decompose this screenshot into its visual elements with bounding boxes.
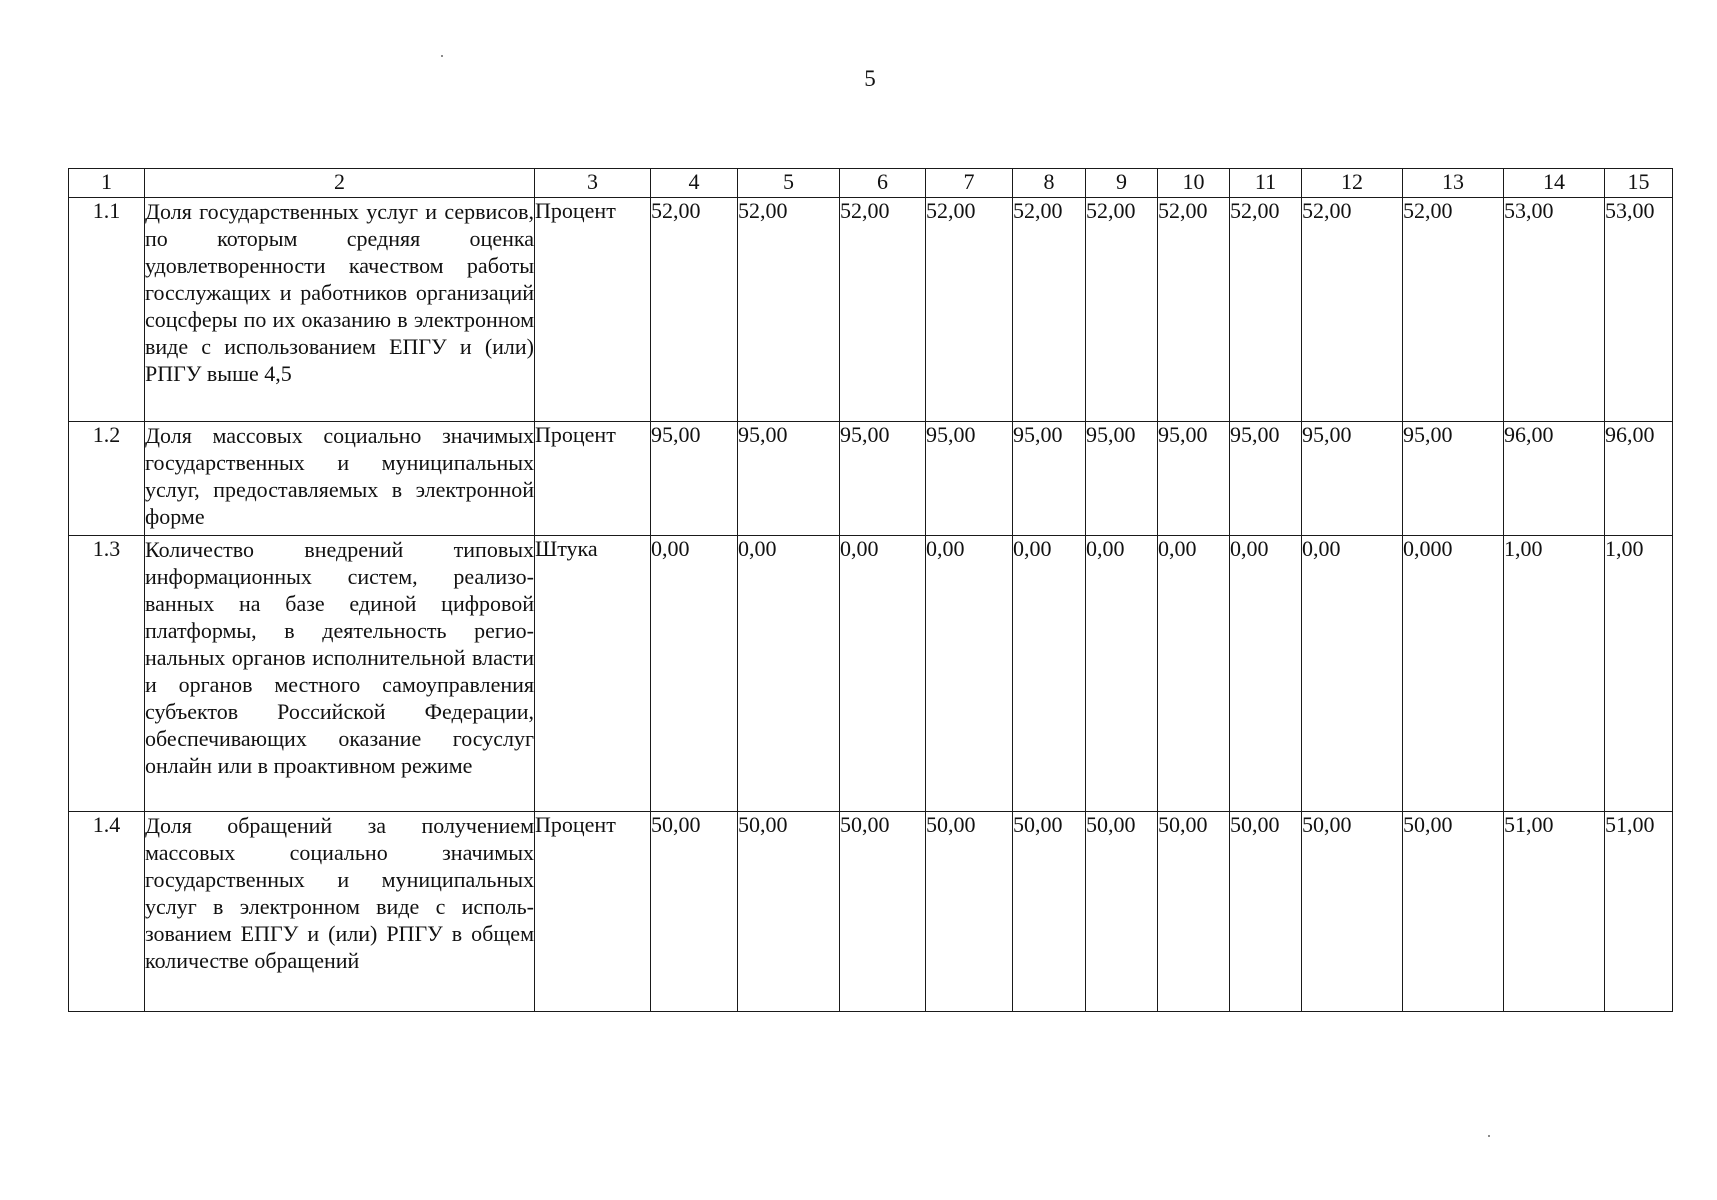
header-cell: 15 xyxy=(1605,169,1673,198)
value-cell: 0,00 xyxy=(840,536,926,812)
header-cell: 9 xyxy=(1086,169,1158,198)
value-cell: 52,00 xyxy=(926,198,1013,422)
value-cell: 95,00 xyxy=(926,422,1013,536)
value-cell: 50,00 xyxy=(651,812,738,1012)
value-cell: 53,00 xyxy=(1605,198,1673,422)
header-cell: 8 xyxy=(1013,169,1086,198)
header-cell: 14 xyxy=(1504,169,1605,198)
indicator-name: Количество внедрений типовых информационных систем, реализованных на базе единой цифровой платформы, в деятельность региональных органов исполнительной власти и органов местного самоуправления субъектов Российской Федерации, обеспечивающих оказание госуслуг онлайн или в проактивном режиме xyxy=(145,536,535,812)
value-cell: 95,00 xyxy=(1086,422,1158,536)
value-cell: 50,00 xyxy=(1230,812,1302,1012)
row-number: 1.3 xyxy=(69,536,145,812)
indicator-name: Доля государственных услуг и сервисов, по которым средняя оценка удовлетворенности качеством работы госслужащих и работников организаций соцсферы по их оказанию в электронном виде с использованием ЕПГУ и (или) РПГУ выше 4,5 xyxy=(145,198,535,422)
value-cell: 50,00 xyxy=(840,812,926,1012)
value-cell: 95,00 xyxy=(651,422,738,536)
value-cell: 50,00 xyxy=(1086,812,1158,1012)
header-cell: 7 xyxy=(926,169,1013,198)
value-cell: 0,00 xyxy=(1302,536,1403,812)
value-cell: 95,00 xyxy=(1013,422,1086,536)
value-cell: 52,00 xyxy=(1403,198,1504,422)
unit-cell: Процент xyxy=(535,198,651,422)
value-cell: 51,00 xyxy=(1504,812,1605,1012)
indicator-name: Доля массовых социально значимых государственных и муниципальных услуг, предоставляемых в электронной форме xyxy=(145,422,535,536)
value-cell: 50,00 xyxy=(1403,812,1504,1012)
value-cell: 51,00 xyxy=(1605,812,1673,1012)
indicator-name: Доля обращений за получением массовых социально значимых государственных и муниципальных услуг в электронном виде с использованием ЕПГУ и (или) РПГУ в общем количестве обращений xyxy=(145,812,535,1012)
value-cell: 96,00 xyxy=(1605,422,1673,536)
value-cell: 53,00 xyxy=(1504,198,1605,422)
scan-speck xyxy=(441,55,443,57)
unit-cell: Процент xyxy=(535,422,651,536)
value-cell: 95,00 xyxy=(1302,422,1403,536)
header-cell: 13 xyxy=(1403,169,1504,198)
header-cell: 11 xyxy=(1230,169,1302,198)
value-cell: 1,00 xyxy=(1605,536,1673,812)
table-row xyxy=(69,812,1673,1012)
value-cell: 1,00 xyxy=(1504,536,1605,812)
table-row xyxy=(69,422,1673,536)
value-cell: 0,00 xyxy=(1086,536,1158,812)
value-cell: 50,00 xyxy=(1013,812,1086,1012)
value-cell: 52,00 xyxy=(1230,198,1302,422)
value-cell: 52,00 xyxy=(1086,198,1158,422)
value-cell: 52,00 xyxy=(1302,198,1403,422)
header-cell: 3 xyxy=(535,169,651,198)
value-cell: 0,00 xyxy=(926,536,1013,812)
header-cell: 6 xyxy=(840,169,926,198)
value-cell: 95,00 xyxy=(1403,422,1504,536)
value-cell: 50,00 xyxy=(926,812,1013,1012)
value-cell: 0,00 xyxy=(651,536,738,812)
header-cell: 12 xyxy=(1302,169,1403,198)
header-row xyxy=(69,169,1673,198)
header-cell: 5 xyxy=(738,169,840,198)
unit-cell: Процент xyxy=(535,812,651,1012)
value-cell: 95,00 xyxy=(1230,422,1302,536)
header-cell: 4 xyxy=(651,169,738,198)
value-cell: 0,000 xyxy=(1403,536,1504,812)
value-cell: 52,00 xyxy=(1158,198,1230,422)
header-cell: 10 xyxy=(1158,169,1230,198)
row-number: 1.4 xyxy=(69,812,145,1012)
header-cell: 1 xyxy=(69,169,145,198)
value-cell: 0,00 xyxy=(1013,536,1086,812)
row-number: 1.1 xyxy=(69,198,145,422)
indicators-table xyxy=(68,168,1673,1012)
value-cell: 95,00 xyxy=(840,422,926,536)
row-number: 1.2 xyxy=(69,422,145,536)
scan-speck xyxy=(1488,1135,1490,1137)
value-cell: 95,00 xyxy=(738,422,840,536)
table-row xyxy=(69,198,1673,422)
page-number: 5 xyxy=(864,66,876,91)
value-cell: 95,00 xyxy=(1158,422,1230,536)
header-cell: 2 xyxy=(145,169,535,198)
table-row xyxy=(69,536,1673,812)
value-cell: 50,00 xyxy=(1302,812,1403,1012)
value-cell: 96,00 xyxy=(1504,422,1605,536)
value-cell: 0,00 xyxy=(738,536,840,812)
value-cell: 52,00 xyxy=(1013,198,1086,422)
value-cell: 0,00 xyxy=(1158,536,1230,812)
value-cell: 52,00 xyxy=(738,198,840,422)
unit-cell: Штука xyxy=(535,536,651,812)
value-cell: 50,00 xyxy=(1158,812,1230,1012)
value-cell: 52,00 xyxy=(840,198,926,422)
value-cell: 0,00 xyxy=(1230,536,1302,812)
value-cell: 52,00 xyxy=(651,198,738,422)
value-cell: 50,00 xyxy=(738,812,840,1012)
